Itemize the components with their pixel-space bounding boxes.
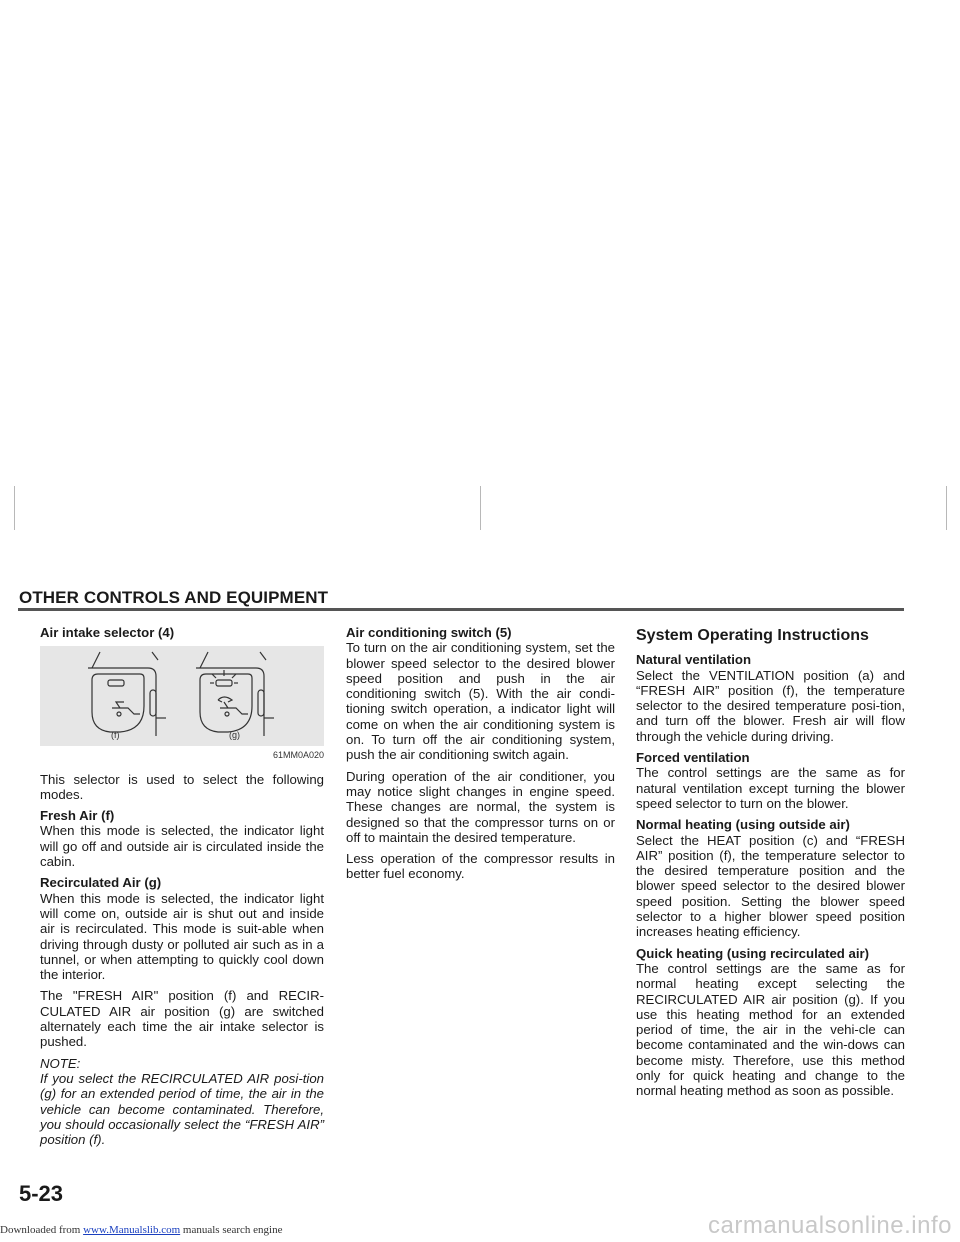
forced-ventilation-body: The control settings are the same as for natural ventilation except turning the blower speed selector to turn on the blower. [636, 765, 905, 811]
figure-label-g: (g) [229, 730, 240, 741]
ac-engine-speed-note: During operation of the air conditioner, you may notice slight changes in engine speed. These changes are normal, the system is designed so that the compressor turns on or off to maintain the desired temperature. [346, 768, 615, 845]
natural-ventilation-body: Select the VENTILATION position (a) and “FRESH AIR” position (f), the temperature selector to the desired temperature posi-tion, and turn off the blower. Fresh air will flow through the vehicle during driving. [636, 667, 905, 744]
column-2 [346, 625, 615, 888]
page-number: 5-23 [19, 1181, 64, 1206]
crop-mark-right [946, 486, 947, 530]
normal-heating-body: Select the HEAT position (c) and “FRESH AIR” position (f), the temperature selector to the desired temperature position and the blower speed selector to the desired blower speed position. Setting the blower speed selector to a higher blower speed position increases heating efficiency. [636, 832, 905, 940]
column-1 [40, 625, 324, 1147]
ac-fuel-economy-note: Less operation of the compressor results in better fuel economy. [346, 851, 615, 882]
header-rule [18, 608, 904, 611]
ac-switch-heading: Air conditioning switch (5) [346, 625, 512, 640]
fresh-air-body: When this mode is selected, the indicator light will go off and outside air is circulated inside the cabin. [40, 823, 324, 870]
intake-intro: This selector is used to select the following modes. [40, 771, 324, 802]
figure-label-f: (f) [111, 730, 120, 741]
fresh-air-heading: Fresh Air (f) [40, 808, 115, 824]
note-body: If you select the RECIRCULATED AIR posi-tion (g) for an extended period of time, the air in the vehicle can become contaminated. Therefore, you should occasionally select the “FRESH AIR” position (f). [40, 1070, 324, 1148]
quick-heating-heading: Quick heating (using recirculated air) [636, 945, 870, 961]
quick-heating-body: The control settings are the same as for normal heating except selecting the RECIRCULATED AIR air position (g). If you use this heating method for an extended period of time, the air in the vehi-cle can become contaminated and the win-dows can become misty. Therefore, use this method only for quick heating and change to the normal heating method as soon as possible. [636, 960, 905, 1099]
ac-switch-body: To turn on the air conditioning system, set the blower speed selector to the desired blower speed position and push in the air conditioning switch (5). With the air condi-tioning switch operation, a indicator light will come on when the air conditioning system is on. To turn off the air conditioning system, push the air conditioning switch again. [346, 640, 615, 763]
watermark-text: carmanualsonline.info [708, 1212, 952, 1239]
download-footer [0, 1224, 282, 1236]
natural-ventilation-heading: Natural ventilation [636, 652, 752, 668]
recirculated-air-body: When this mode is selected, the indicator light will come on, outside air is shut out and inside air is recirculated. This mode is suit-able when driving through dusty or polluted air such as in a tunnel, or when attempting to quickly cool down the interior. [40, 890, 324, 983]
normal-heating-heading: Normal heating (using outside air) [636, 817, 850, 833]
system-operating-title: System Operating Instructions [636, 627, 869, 644]
switch-description: The "FRESH AIR" position (f) and RECIR-CULATED AIR air position (g) are switched alternately each time the air intake selector is pushed. [40, 988, 324, 1050]
manualslib-link[interactable]: www.Manualslib.com [83, 1224, 181, 1236]
footer-prefix: Downloaded from [0, 1224, 81, 1236]
air-intake-heading: Air intake selector (4) [40, 625, 175, 640]
crop-mark-center [480, 486, 481, 530]
forced-ventilation-heading: Forced ventilation [636, 750, 750, 766]
recirculated-air-heading: Recirculated Air (g) [40, 875, 162, 891]
note-label: NOTE: [40, 1055, 81, 1071]
air-intake-selector-illustration [40, 646, 324, 746]
figure-code: 61MM0A020 [272, 750, 324, 761]
crop-mark-left [14, 486, 15, 530]
column-3 [636, 625, 905, 1105]
footer-suffix: manuals search engine [182, 1224, 283, 1236]
air-intake-figure [40, 646, 324, 746]
section-title: OTHER CONTROLS AND EQUIPMENT [19, 588, 329, 607]
